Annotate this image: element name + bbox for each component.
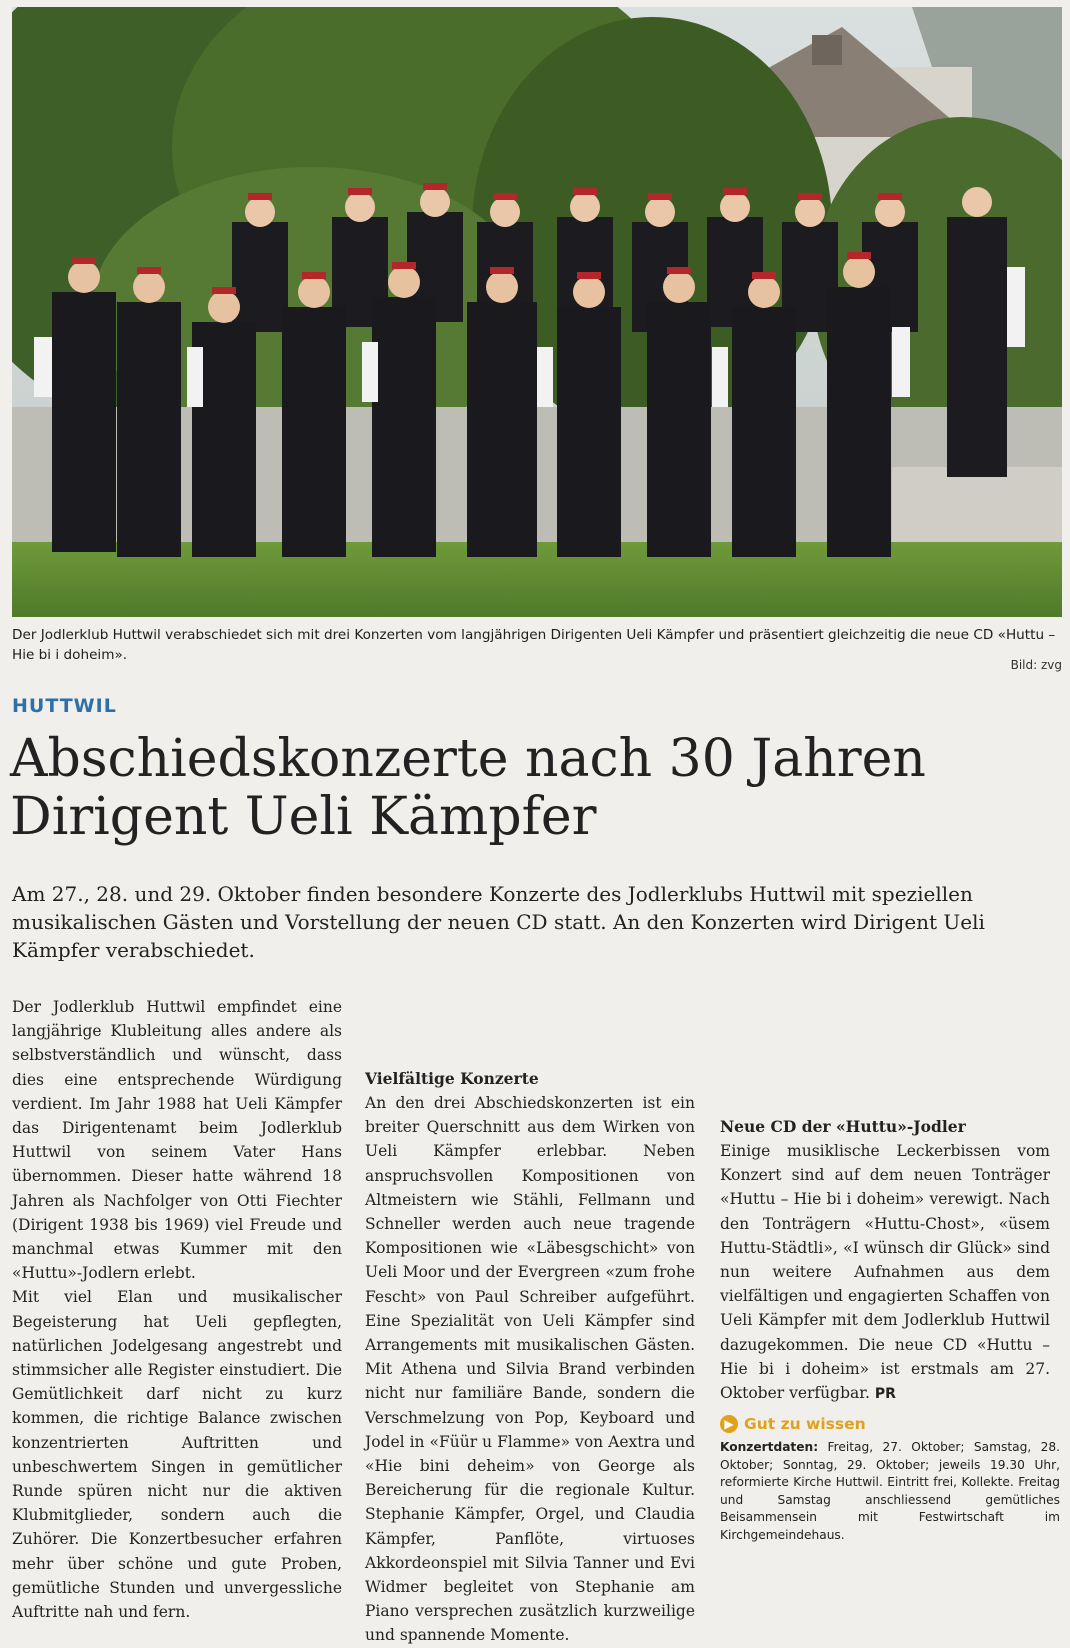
info-box-title: Gut zu wissen (744, 1415, 866, 1433)
body-column-1 (12, 995, 342, 1624)
headline (10, 730, 1060, 846)
section-kicker: HUTTWIL (12, 695, 117, 717)
photo-credit: Bild: zvg (1010, 658, 1062, 672)
lead-paragraph: Am 27., 28. und 29. Oktober finden besondere Konzerte des Jodlerklubs Huttwil mit speziellen musikalischen Gästen und Vorstellung der neuen CD statt. An den Konzerten wird Dirigent Ueli Kämpfer verabschiedet. (12, 882, 985, 962)
info-box-header (720, 1415, 1060, 1433)
author-initials: PR (874, 1386, 896, 1403)
info-box-body (720, 1439, 1060, 1544)
info-box-label: Konzertdaten: (720, 1440, 819, 1454)
body-column-2 (365, 995, 695, 1648)
choir-photo-graphic (12, 7, 1062, 617)
arrow-right-circle-icon: ▶ (720, 1415, 738, 1433)
subheading-konzerte: Vielfältige Konzerte (365, 1069, 539, 1088)
body-paragraph-4 (720, 1139, 1050, 1406)
subheading-cd: Neue CD der «Huttu»-Jodler (720, 1117, 966, 1136)
body-column-3 (720, 995, 1050, 1406)
photo-caption: Der Jodlerklub Huttwil verabschiedet sich mit drei Konzerten vom langjährigen Dirigenten Ueli Kämpfer und präsentiert gleichzeitig die neue CD «Huttu – Hie bi i doheim». (12, 627, 1056, 663)
headline-line-1: Abschiedskonzerte nach 30 Jahren (10, 729, 926, 789)
body-paragraph-3: An den drei Abschiedskonzerten ist ein breiter Querschnitt aus dem Wirken von Ueli Kämpfer erlebbar. Neben anspruchsvollen Kompositionen von Altmeistern wie Stähli, Fellmann und Schneller werden auch neue tragende Kompositionen wie «Läbesgschicht» von Ueli Moor und der Evergreen «zum frohe Fescht» von Paul Schreiber aufgeführt. Eine Spezialität von Ueli Kämpfer sind Arrangements mit musikalischen Gästen. Mit Athena und Silvia Brand verbinden nicht nur familiäre Bande, sondern die Verschmelzung von Pop, Keyboard und Jodel in «Füür u Flamme» von Aextra und «Hie bini deheim» von George als Bereicherung für die regionale Kultur. Stephanie Kämpfer, Orgel, und Claudia Kämpfer, Panflöte, virtuoses Akkordeonspiel mit Silvia Tanner und Evi Widmer begleitet von Stephanie am Piano versprechen zusätzlich kurzweilige und spannende Momente. (365, 1094, 695, 1645)
info-box-text: Freitag, 27. Oktober; Samstag, 28. Oktober; Sonntag, 29. Oktober; jeweils 19.30 Uhr, reformierte Kirche Huttwil. Eintritt frei, Kollekte. Freitag und Samstag anschliessend gemütliches Beisammensein mit Festwirtschaft im Kirchgemeindehaus. (720, 1440, 1060, 1542)
body-paragraph-4-text: Einige musiklische Leckerbissen vom Konzert sind auf dem neuen Tonträger «Huttu – Hie bi i doheim» verewigt. Nach den Tonträgern «Huttu-Chost», «üsem Huttu-Städtli», «I wünsch dir Glück» sind nun weitere Aufnahmen aus dem vielfältigen und engagierten Schaffen von Ueli Kämpfer mit dem Jodlerklub Huttwil dazugekommen. Die neue CD «Huttu – Hie bi i doheim» ist erstmals am 27. Oktober verfügbar. (720, 1142, 1050, 1403)
choir-photo (12, 7, 1062, 617)
headline-line-2: Dirigent Ueli Kämpfer (10, 787, 597, 847)
body-paragraph-1: Der Jodlerklub Huttwil empfindet eine langjährige Klubleitung alles andere als selbstverständlich und wünscht, dass dies eine entsprechende Würdigung verdient. Im Jahr 1988 hat Ueli Kämpfer das Dirigentenamt beim Jodlerklub Huttwil von seinem Vater Hans übernommen. Dieser hatte während 18 Jahren als Nachfolger von Otti Fiechter (Dirigent 1938 bis 1969) viel Freude und manchmal etwas Kummer mit den «Huttu»-Jodlern erlebt. (12, 998, 342, 1283)
body-paragraph-2: Mit viel Elan und musikalischer Begeisterung hat Ueli gepflegten, natürlichen Jodelgesang angestrebt und stimmsicher alle Register einstudiert. Die Gemütlichkeit darf nicht zu kurz kommen, die richtige Balance zwischen konzentrierten Auftritten und unbeschwertem Singen in gemütlicher Runde spüren nicht nur die aktiven Klubmitglieder, sondern auch die Zuhörer. Die Konzertbesucher erfahren mehr über schöne und gute Proben, gemütliche Stunden und unvergessliche Auftritte nah und fern. (12, 1288, 342, 1622)
info-box (720, 1415, 1060, 1544)
